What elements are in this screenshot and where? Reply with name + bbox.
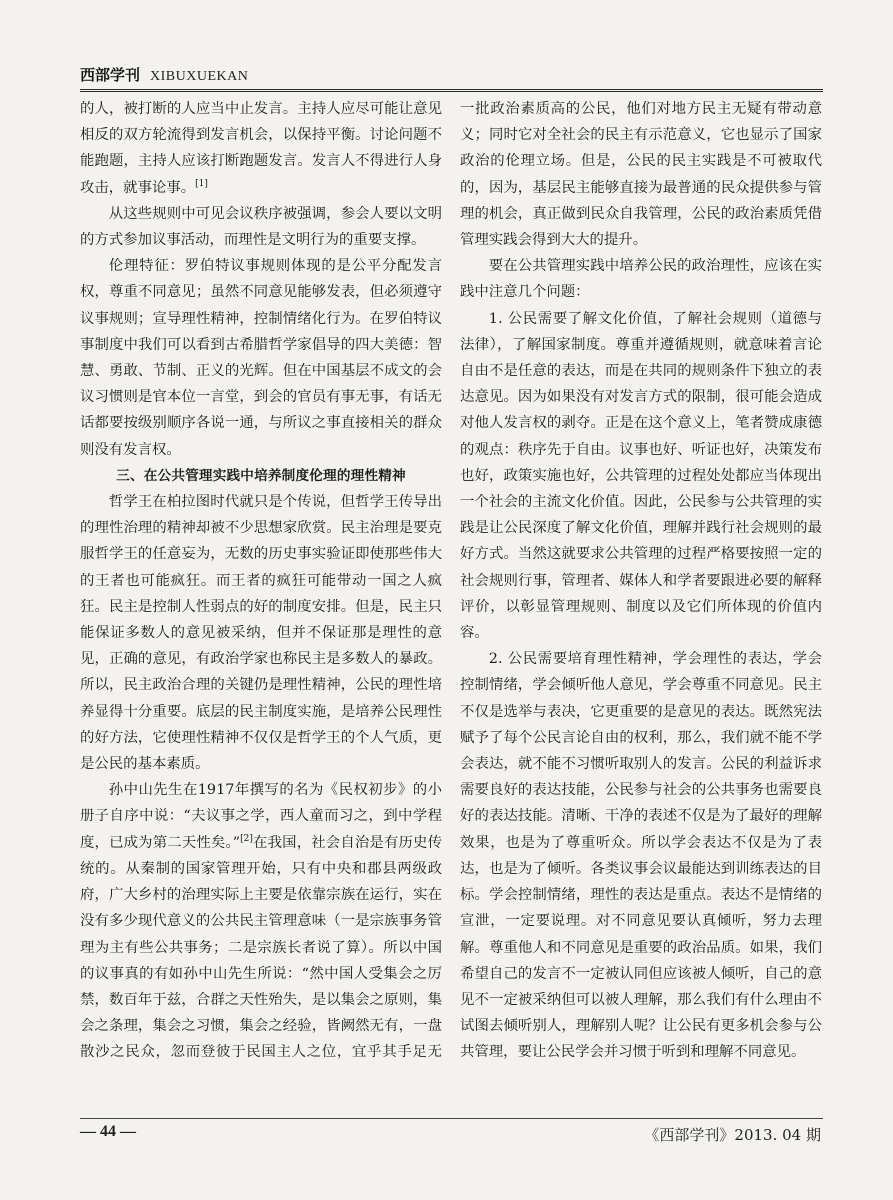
paragraph: 的人，被打断的人应当中止发言。主持人应尽可能让意见相反的双方轮流得到发言机会，以保持平衡。讨论问题不能跑题，主持人应该打断跑题发言。发言人不得进行人身攻击，就事论事。[1] [80, 101, 442, 196]
paragraph: 孙中山先生在1917年撰写的名为《民权初步》的小册子自序中说：“夫议事之学，西人童而习之，到中学程度，已成为第二天性矣。”[2]在我国，社会自治是有历史传统的。从秦制的国家管理开始，只有中央和郡县两级政府，广大乡村的治理实际上主要是依靠宗族在运行，实在没有多少现代意义的公共民主管理意味（一是宗族事务管理为主有些公共事务；二是宗族长者说了算）。所以中国的议事真的有如孙中山先生所说：“然中国人受集会之厉禁，数百年于兹，合群之天性殆失，是以集会之原则，集会之条理，集会之习惯，集会之经验，皆阙然无有，一盘散沙之民众，忽而登彼于民国主人之位，宜乎其手足无 [80, 782, 442, 1061]
paragraph: 从这些规则中可见会议秩序被强调，参会人要以文明的方式参加议事活动，而理性是文明行为的重要支撑。 [80, 205, 442, 249]
header-rule [80, 89, 823, 90]
right-column [460, 96, 822, 1061]
journal-name: 西部学刊 [80, 66, 141, 84]
citation: [2] [240, 833, 253, 844]
left-column [80, 96, 442, 1061]
journal-pinyin: XIBUXUEKAN [150, 69, 249, 84]
section-heading: 三、在公共管理实践中培养制度伦理的理性精神 [116, 467, 406, 484]
footer-rule [80, 1118, 823, 1119]
paragraph: 一批政治素质高的公民，他们对地方民主无疑有带动意义；同时它对全社会的民主有示范意义，它也显示了国家政治的伦理立场。但是，公民的民主实践是不可被取代的，因为，基层民主能够直接为最普通的民众提供参与管理的机会，真正做到民众自我管理，公民的政治素质凭借管理实践会得到大大的提升。 [460, 101, 822, 249]
issue-info: 《西部学刊》2013. 04 期 [644, 1126, 821, 1144]
paragraph: 2. 公民需要培育理性精神，学会理性的表达，学会控制情绪，学会倾听他人意见，学会尊重不同意见。民主不仅是选举与表决，它更重要的是意见的表达。既然宪法赋予了每个公民言论自由的权利，那么，我们就不能不学会表达，就不能不习惯听取别人的发言。公民的利益诉求需要良好的表达技能，公民参与社会的公共事务也需要良好的表达技能。清晰、干净的表述不仅是为了最好的理解效果，也是为了尊重听众。所以学会表达不仅是为了表达，也是为了倾听。各类议事会议最能达到训练表达的目标。学会控制情绪，理性的表达是重点。表达不是情绪的宣泄，一定要说理。对不同意见要认真倾听，努力去理解。尊重他人和不同意见是重要的政治品质。如果，我们希望自己的发言不一定被认同但应该被人倾听，自己的意见不一定被采纳但可以被人理解，那么我们有什么理由不试图去倾听别人，理解别人呢？让公民有更多机会参与公共管理，要让公民学会并习惯于听到和理解不同意见。 [460, 651, 822, 1061]
paragraph: 要在公共管理实践中培养公民的政治理性，应该在实践中注意几个问题： [460, 258, 822, 301]
citation: [1] [195, 178, 208, 189]
header-rule-secondary [80, 91, 823, 92]
paragraph: 哲学王在柏拉图时代就只是个传说，但哲学王传导出的理性治理的精神却被不少思想家欣赏。民主治理是要克服哲学王的任意妄为，无数的历史事实验证即使那些伟大的王者也可能疯狂。而王者的疯狂可能带动一国之人疯狂。民主是控制人性弱点的好的制度安排。但是，民主只能保证多数人的意见被采纳，但并不保证那是理性的意见，正确的意见，有政治学家也称民主是多数人的暴政。所以，民主政治合理的关键仍是理性精神，公民的理性培养显得十分重要。底层的民主制度实施，是培养公民理性的好方法，它使理性精神不仅仅是哲学王的个人气质，更是公民的基本素质。 [80, 494, 442, 773]
paragraph: 伦理特征：罗伯特议事规则体现的是公平分配发言权，尊重不同意见；虽然不同意见能够发表，但必须遵守议事规则；宣导理性精神，控制情绪化行为。在罗伯特议事制度中我们可以看到古希腊哲学家倡导的四大美德：智慧、勇敢、节制、正义的光辉。但在中国基层不成文的会议习惯则是官本位一言堂，到会的官员有事无事，有话无话都要按级别顺序各说一通，与所议之事直接相关的群众则没有发言权。 [80, 258, 442, 458]
paragraph: 1. 公民需要了解文化价值，了解社会规则（道德与法律），了解国家制度。尊重并遵循规则，就意味着言论自由不是任意的表达，而是在共同的规则条件下独立的表达意见。因为如果没有对发言方式的限制，很可能会造成对他人发言权的剥夺。正是在这个意义上，笔者赞成康德的观点：秩序先于自由。议事也好、听证也好，决策发布也好，政策实施也好，公共管理的过程处处都应当体现出一个社会的主流文化价值。因此，公民参与公共管理的实践是让公民深度了解文化价值，理解并践行社会规则的最好方式。当然这就要求公共管理的过程严格要按照一定的社会规则行事，管理者、媒体人和学者要跟进必要的解释评价，以彰显管理规则、制度以及它们所体现的价值内容。 [460, 310, 822, 642]
running-header [80, 64, 248, 85]
page-number: — 44 — [80, 1123, 136, 1140]
